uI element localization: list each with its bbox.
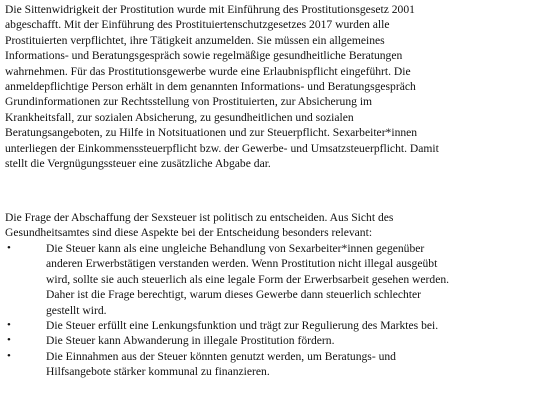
bullet-icon: •: [7, 242, 11, 254]
text-line: Gesundheitsamtes sind diese Aspekte bei der Entscheidung besonders relevant:: [5, 226, 373, 240]
text-line: Informations- und Beratungsgespräch sowie regelmäßige gesundheitliche Beratungen: [5, 49, 403, 63]
text-line: Die Sittenwidrigkeit der Prostitution wurde mit Einführung des Prostitutionsgesetz 2001: [5, 3, 415, 16]
text-line: anmeldepflichtige Person erhält in dem genannten Informations- und Beratungsgespräch: [5, 80, 416, 94]
text-line: Die Steuer kann als eine ungleiche Behandlung von Sexarbeiter*innen gegenüber: [46, 242, 425, 255]
list-item: [0, 333, 540, 348]
bullet-icon: •: [7, 349, 11, 362]
intro-paragraph: [5, 2, 541, 171]
aspects-list: [0, 241, 545, 380]
list-item: [0, 241, 540, 318]
bullet-icon: •: [7, 334, 11, 347]
list-item: [0, 349, 540, 380]
text-line: Die Einnahmen aus der Steuer könnten genutzt werden, um Beratungs- und: [46, 349, 396, 363]
text-line: Daher ist die Frage berechtigt, warum dieses Gewerbe dann steuerlich schlechter: [46, 288, 422, 302]
text-line: Beratungsangeboten, zu Hilfe in Notsituationen und zur Steuerpflicht. Sexarbeiter*innen: [5, 126, 418, 140]
text-line: wird, sollte sie auch steuerlich als eine legale Form der Erwerbsarbeit gesehen werden.: [46, 272, 450, 286]
text-line: Krankheitsfall, zur sozialen Absicherung, zu gesundheitlichen und sozialen: [5, 110, 354, 124]
text-line: Die Frage der Abschaffung der Sexsteuer ist politisch zu entscheiden. Aus Sicht des: [5, 211, 394, 224]
text-line: abgeschafft. Mit der Einführung des Prostituiertenschutzgesetzes 2017 wurden alle: [5, 18, 390, 32]
text-line: gestellt wird.: [46, 303, 107, 317]
text-line: Die Steuer erfüllt eine Lenkungsfunktion und trägt zur Regulierung des Marktes bei.: [46, 319, 439, 333]
list-item: [0, 318, 540, 333]
text-line: Hilfsangebote stärker kommunal zu finanzieren.: [46, 365, 270, 379]
text-line: unterliegen der Einkommenssteuerpflicht bzw. der Gewerbe- und Umsatzsteuerpflicht. Damit: [5, 141, 439, 155]
text-line: wahrnehmen. Für das Prostitutionsgewerbe wurde eine Erlaubnispflicht eingeführt. Die: [5, 64, 411, 78]
bullet-icon: •: [7, 319, 11, 332]
text-line: Die Steuer kann Abwanderung in illegale Prostitution fördern.: [46, 334, 335, 348]
text-line: anderen Erwerbstätigen verstanden werden. Wenn Prostitution nicht illegal ausgeübt: [46, 257, 438, 271]
question-paragraph: [5, 210, 541, 241]
text-line: stellt die Vergnügungssteuer eine zusätzliche Abgabe dar.: [5, 157, 271, 171]
text-line: Prostituierten verpflichtet, ihre Tätigkeit anzumelden. Sie müssen ein allgemeines: [5, 33, 385, 47]
text-line: Grundinformationen zur Rechtsstellung von Prostituierten, zur Absicherung im: [5, 95, 373, 109]
